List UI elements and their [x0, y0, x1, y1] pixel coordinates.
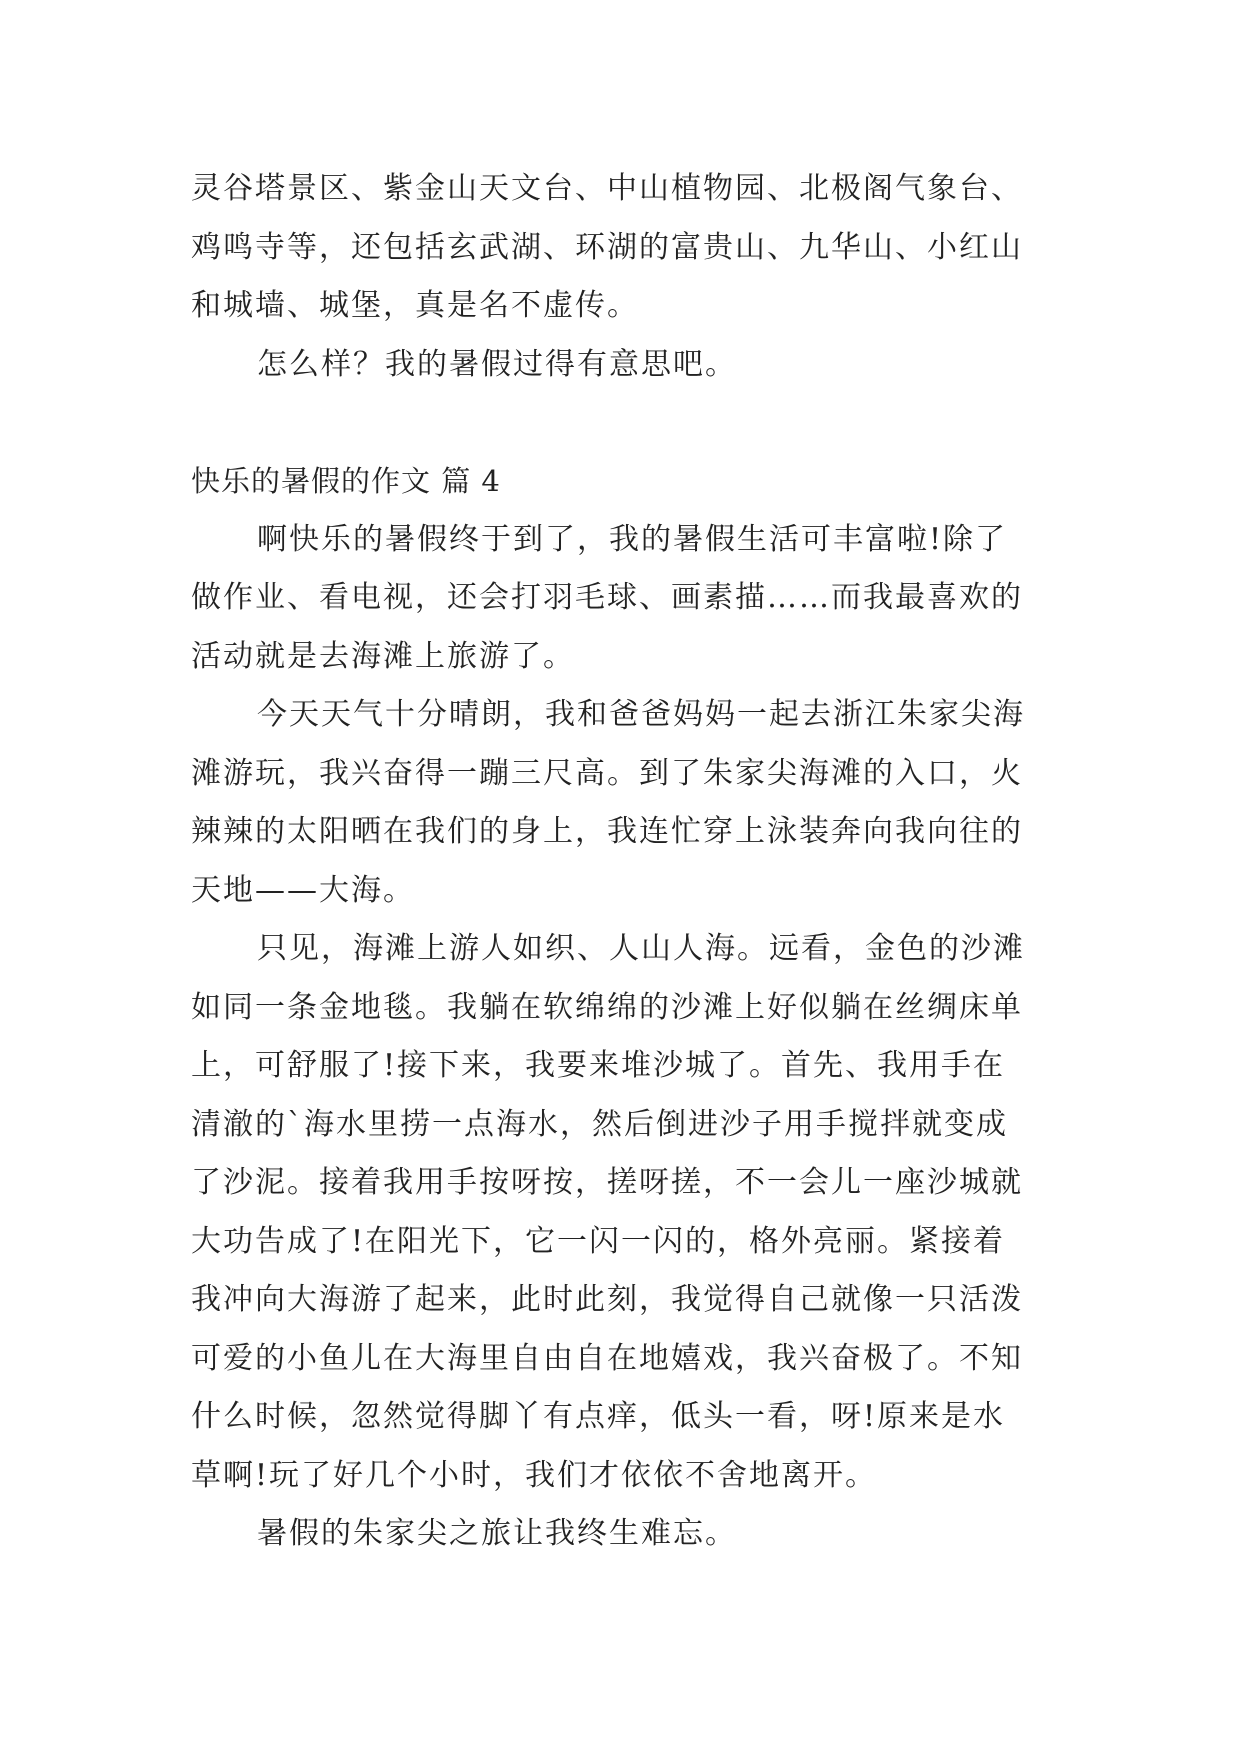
text-line: 上，可舒服了!接下来，我要来堆沙城了。首先、我用手在 — [191, 1048, 1006, 1083]
text-line: 天地——大海。 — [191, 872, 415, 908]
text-line: 怎么样？我的暑假过得有意思吧。 — [257, 346, 737, 382]
document-body — [191, 160, 1051, 1564]
text-line: 草啊!玩了好几个小时，我们才依依不舍地离开。 — [191, 1457, 878, 1493]
text-line: 啊快乐的暑假终于到了，我的暑假生活可丰富啦!除了 — [257, 521, 1008, 557]
text-line: 了沙泥。接着我用手按呀按，搓呀搓，不一会儿一座沙城就 — [191, 1165, 1023, 1200]
text-line: 做作业、看电视，还会打羽毛球、画素描……而我最喜欢的 — [191, 580, 1023, 615]
paragraph-2 — [191, 686, 1051, 920]
text-line: 清澈的`海水里捞一点海水，然后倒进沙子用手搅拌就变成 — [191, 1106, 1008, 1142]
paragraph-question — [191, 336, 1051, 395]
text-line: 鸡鸣寺等，还包括玄武湖、环湖的富贵山、九华山、小红山 — [191, 229, 1023, 265]
text-line: 暑假的朱家尖之旅让我终生难忘。 — [257, 1516, 737, 1551]
text-line: 今天天气十分晴朗，我和爸爸妈妈一起去浙江朱家尖海 — [257, 697, 1025, 732]
text-line: 只见，海滩上游人如织、人山人海。远看，金色的沙滩 — [257, 931, 1025, 966]
text-line: 可爱的小鱼儿在大海里自由自在地嬉戏，我兴奋极了。不知 — [191, 1340, 1023, 1376]
text-line: 如同一条金地毯。我躺在软绵绵的沙滩上好似躺在丝绸床单 — [191, 989, 1023, 1025]
text-line: 灵谷塔景区、紫金山天文台、中山植物园、北极阁气象台、 — [191, 171, 1023, 206]
text-line: 辣辣的太阳晒在我们的身上，我连忙穿上泳装奔向我向往的 — [191, 814, 1023, 849]
text-line: 和城墙、城堡，真是名不虚传。 — [191, 288, 639, 323]
paragraph-4 — [191, 1505, 1051, 1564]
text-line: 我冲向大海游了起来，此时此刻，我觉得自己就像一只活泼 — [191, 1282, 1023, 1317]
paragraph-intro-end — [191, 160, 1051, 336]
section-heading: 快乐的暑假的作文 篇 4 — [191, 464, 501, 498]
paragraph-1 — [191, 511, 1051, 687]
text-line: 什么时候，忽然觉得脚丫有点痒，低头一看，呀!原来是水 — [191, 1399, 1006, 1434]
text-line: 大功告成了!在阳光下，它一闪一闪的，格外亮丽。紧接着 — [191, 1223, 1006, 1259]
text-line: 活动就是去海滩上旅游了。 — [191, 638, 575, 674]
paragraph-3 — [191, 920, 1051, 1505]
text-line: 滩游玩，我兴奋得一蹦三尺高。到了朱家尖海滩的入口，火 — [191, 755, 1023, 791]
